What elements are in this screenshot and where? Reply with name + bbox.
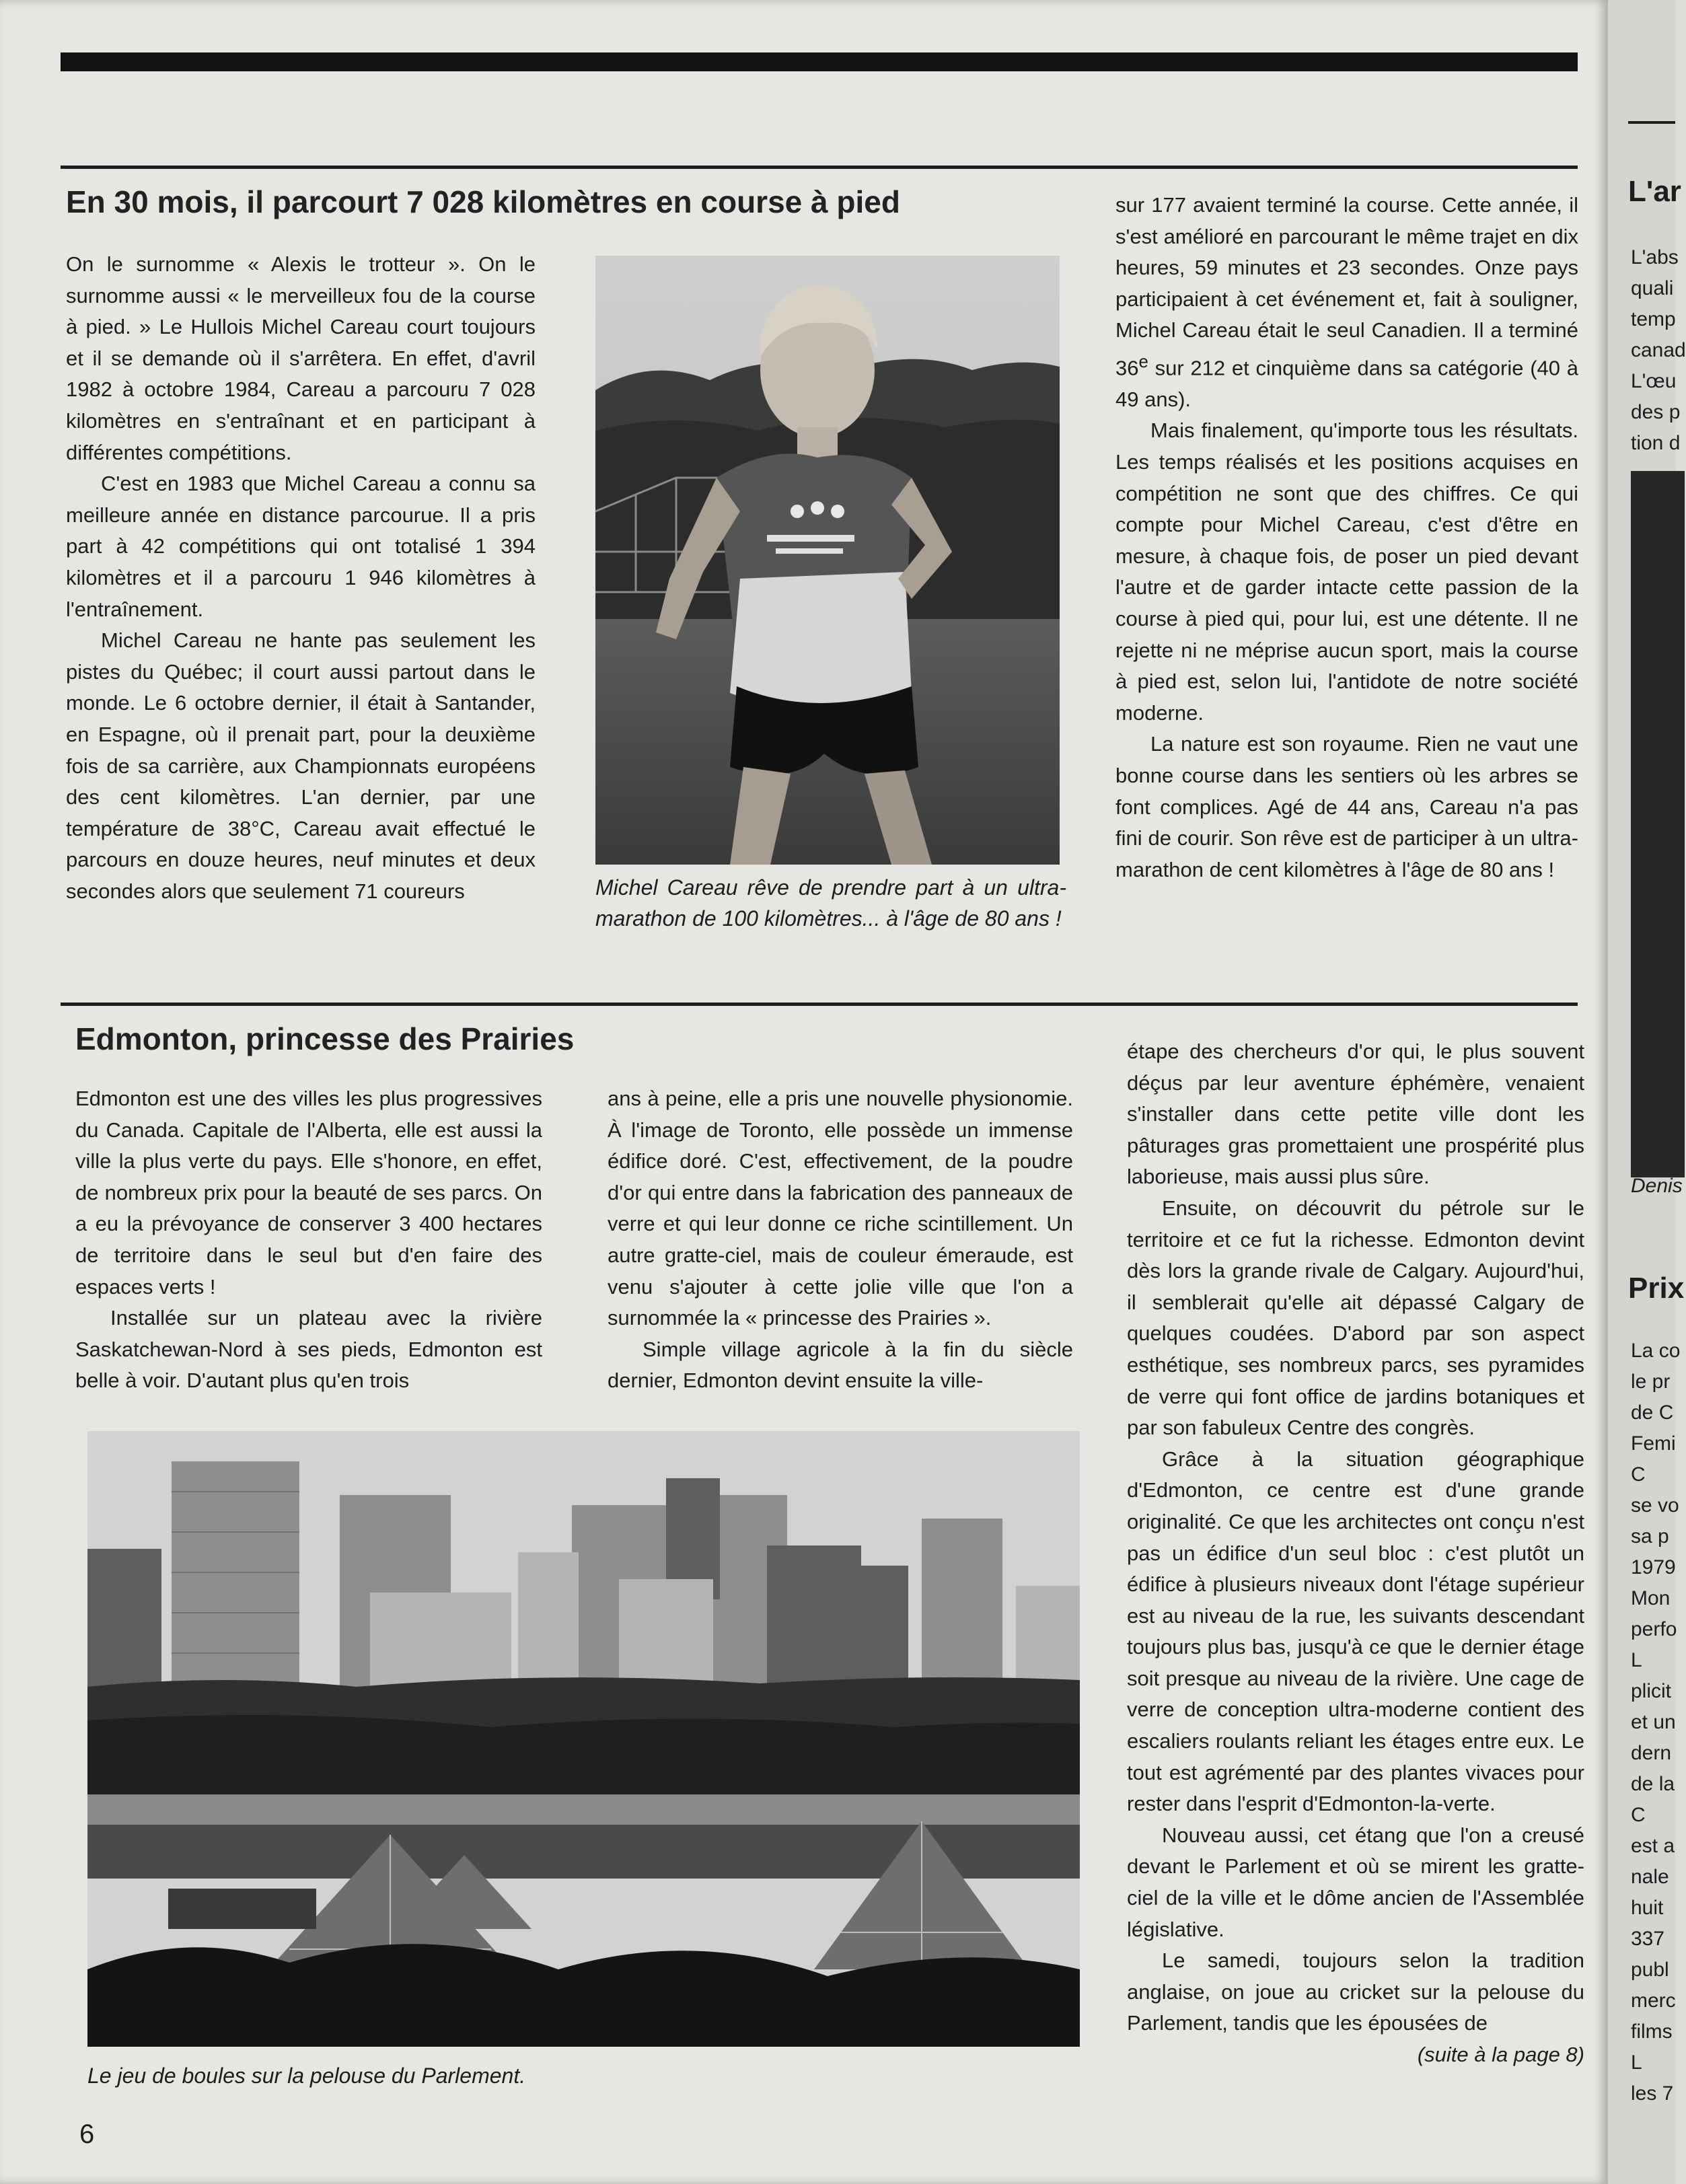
facing-text-line: C bbox=[1631, 1804, 1646, 1826]
facing-text-line: des p bbox=[1631, 401, 1681, 423]
facing-text-line: L'œu bbox=[1631, 370, 1677, 392]
facing-text-line: huit bbox=[1631, 1897, 1664, 1919]
facing-text-line: tion d bbox=[1631, 432, 1681, 454]
facing-text-line: nale bbox=[1631, 1866, 1669, 1888]
runner-photo bbox=[595, 256, 1060, 865]
top-black-bar bbox=[61, 52, 1578, 71]
paragraph: Edmonton est une des villes les plus progressives du Canada. Capitale de l'Alberta, elle est aussi la ville la plus verte du pays. Elle s'honore, en effet, de nombreux prix pour la beauté de ses parcs. On a eu la prévoyance de conserver 3 400 hectares de territoire dans le seul but d'en faire des espaces verts ! bbox=[75, 1087, 542, 1299]
facing-text-line: le pr bbox=[1631, 1371, 1671, 1393]
paragraph: Mais finalement, qu'importe tous les résultats. Les temps réalisés et les positions acquises en compétition ne sont que des chiffres. Ce qui compte pour Michel Careau, c'est d'être en mesure, à chaque fois, de poser un pied devant l'autre et de garder intacte cette passion de la course à pied qui, pour lui, est une détente. Il ne rejette ni ne méprise aucun sport, mais la course à pied est, selon lui, l'antidote de notre société moderne. bbox=[1115, 418, 1578, 725]
facing-heading-2: Prix bbox=[1628, 1272, 1685, 1305]
paragraph: Le samedi, toujours selon la tradition anglaise, on joue au cricket sur la pelouse du Parlement, tandis que les épousées de bbox=[1127, 1949, 1584, 2035]
paragraph: étape des chercheurs d'or qui, le plus souvent déçus par leur aventure éphémère, venaient s'installer dans cette petite ville dont les pâturages gras promettaient une prospérité plus laborieuse, mais aussi plus sûre. bbox=[1127, 1040, 1584, 1189]
article1-column-1 bbox=[66, 249, 536, 907]
facing-photo bbox=[1631, 471, 1685, 1177]
edmonton-photo-caption: Le jeu de boules sur la pelouse du Parlement. bbox=[87, 2064, 526, 2088]
continued-note: (suite à la page 8) bbox=[1417, 2043, 1584, 2066]
facing-text-line: est a bbox=[1631, 1835, 1675, 1857]
facing-text-line: plicit bbox=[1631, 1680, 1672, 1702]
facing-text-line: 1979 bbox=[1631, 1556, 1676, 1578]
facing-text-line: dern bbox=[1631, 1742, 1672, 1764]
paragraph: Simple village agricole à la fin du siècle dernier, Edmonton devint ensuite la ville- bbox=[608, 1337, 1073, 1393]
facing-heading-1: L'ar bbox=[1628, 175, 1681, 208]
facing-text-line: L'abs bbox=[1631, 246, 1679, 268]
rank-number: 36 bbox=[1115, 356, 1139, 380]
paragraph: C'est en 1983 que Michel Careau a connu sa meilleure année en distance parcourue. Il a pris part à 42 compétitions qui ont totalisé 1 394 kilomètres et il a parcouru 1 946 kilomètres à l'entraînement. bbox=[66, 472, 536, 621]
facing-text-line: quali bbox=[1631, 277, 1674, 299]
paragraph: Michel Careau ne hante pas seulement les pistes du Québec; il court aussi partout dans le monde. Le 6 octobre dernier, il était à Santander, en Espagne, où il prenait part, pour la deuxième fois de sa carrière, aux Championnats européens des cent kilomètres. L'an dernier, par une température de 38°C, Careau avait effectué le parcours en douze heures, neuf minutes et deux secondes alors que seulement 71 coureurs bbox=[66, 628, 536, 903]
facing-caption: Denis bbox=[1631, 1175, 1683, 1197]
article2-column-3 bbox=[1127, 1036, 1584, 2071]
facing-text-line: films bbox=[1631, 2021, 1673, 2043]
article1-top-rule bbox=[61, 166, 1578, 169]
text-run: sur 177 avaient terminé la course. Cette année, il s'est amélioré en parcourant le même trajet en dix heures, 59 minutes et 23 secondes. Onze pays participaient à cet événement et, fait à souligner, Michel Careau était le seul Canadien. Il a terminé bbox=[1115, 193, 1578, 342]
facing-text-line: merc bbox=[1631, 1990, 1676, 2012]
paragraph: On le surnomme « Alexis le trotteur ». On le surnomme aussi « le merveilleux fou de la course à pied. » Le Hullois Michel Careau court toujours et il se demande où il s'arrêtera. En effet, d'avril 1982 à octobre 1984, Careau a parcouru 7 028 kilomètres en s'entraînant et en participant à différentes compétitions. bbox=[66, 252, 536, 464]
paragraph: Grâce à la situation géographique d'Edmonton, ce centre est d'une grande originalité. Ce que les architectes ont conçu n'est pas un édifice d'un seul bloc : c'est plutôt un édifice à plusieurs niveaux dont l'étage supérieur est au niveau de la rue, les suivants descendant toujours plus bas, jusqu'à ce que le dernier étage soit presque au niveau de la rivière. Une cage de verre de conception ultra-moderne contient des escaliers roulants reliant les étages entre eux. Le tout est agrémenté par des plantes vivaces pour rester dans l'esprit d'Edmonton-la-verte. bbox=[1127, 1447, 1584, 1816]
rank-suffix: e bbox=[1138, 352, 1148, 371]
facing-text-line: Mon bbox=[1631, 1587, 1671, 1609]
facing-text-line: C bbox=[1631, 1463, 1646, 1486]
paragraph: La nature est son royaume. Rien ne vaut une bonne course dans les sentiers où les arbres se font complices. Agé de 44 ans, Careau n'a pas fini de courir. Son rêve est de participer à un ultra-marathon de cent kilomètres à l'âge de 80 ans ! bbox=[1115, 732, 1578, 881]
facing-text-line: Femi bbox=[1631, 1432, 1676, 1455]
article1-column-3 bbox=[1115, 190, 1578, 885]
facing-text-line: 337 bbox=[1631, 1928, 1665, 1950]
facing-text-line: sa p bbox=[1631, 1525, 1669, 1548]
page-number: 6 bbox=[79, 2119, 95, 2149]
facing-text-line: se vo bbox=[1631, 1494, 1679, 1517]
text-run: sur 212 et cinquième dans sa catégorie (40 à 49 ans). bbox=[1115, 356, 1578, 411]
facing-text-line: et un bbox=[1631, 1711, 1676, 1733]
article2-title: Edmonton, princesse des Prairies bbox=[75, 1021, 575, 1056]
paragraph: Ensuite, on découvrit du pétrole sur le territoire et ce fut la richesse. Edmonton devint dès lors la grande rivale de Calgary. Aujourd'hui, il semblerait qu'elle ait dépassé Calgary de quelques coudées. D'abord par son aspect esthétique, ses nombreux parcs, ses pyramides de verre qui font office de jardins botaniques et par son fabuleux Centre des congrès. bbox=[1127, 1196, 1584, 1440]
runner-photo-caption: Michel Careau rêve de prendre part à un ultra-marathon de 100 kilomètres... à l'âge de 80 ans ! bbox=[595, 875, 1066, 931]
facing-text-line: temp bbox=[1631, 308, 1676, 330]
article2-top-rule bbox=[61, 1003, 1578, 1006]
edmonton-skyline-image bbox=[87, 1431, 1080, 2047]
facing-page-rule bbox=[1628, 121, 1675, 124]
facing-text-line: L bbox=[1631, 2051, 1642, 2074]
runner-photo-image bbox=[595, 256, 1060, 865]
facing-text-line: L bbox=[1631, 1649, 1642, 1671]
facing-text-line: de la bbox=[1631, 1773, 1675, 1795]
facing-text-line: les 7 bbox=[1631, 2082, 1674, 2105]
facing-text-line: publ bbox=[1631, 1959, 1669, 1981]
paragraph: Nouveau aussi, cet étang que l'on a creusé devant le Parlement et où se mirent les gratte-ciel de la ville et le dôme ancien de l'Assemblée législative. bbox=[1127, 1823, 1584, 1941]
paragraph bbox=[1115, 190, 1578, 415]
article2-column-1 bbox=[75, 1083, 542, 1397]
facing-text-line: de C bbox=[1631, 1402, 1674, 1424]
facing-page-strip bbox=[1608, 0, 1686, 2184]
paragraph: ans à peine, elle a pris une nouvelle physionomie. À l'image de Toronto, elle possède un immense édifice doré. C'est, effectivement, de la poudre d'or qui entre dans la fabrication des panneaux de verre et qui leur donne ce riche scintillement. Un autre gratte-ciel, mais de couleur émeraude, est venu s'ajouter à cette jolie ville que l'on a surnommée la « princesse des Prairies ». bbox=[608, 1087, 1073, 1330]
facing-text-line: canad bbox=[1631, 339, 1686, 361]
paragraph: Installée sur un plateau avec la rivière Saskatchewan-Nord à ses pieds, Edmonton est belle à voir. D'autant plus qu'en trois bbox=[75, 1306, 542, 1393]
article1-title: En 30 mois, il parcourt 7 028 kilomètres en course à pied bbox=[66, 184, 900, 219]
edmonton-photo bbox=[87, 1431, 1080, 2047]
facing-text-line: La co bbox=[1631, 1340, 1681, 1362]
facing-text-line: perfo bbox=[1631, 1618, 1677, 1640]
article2-column-2 bbox=[608, 1083, 1073, 1397]
